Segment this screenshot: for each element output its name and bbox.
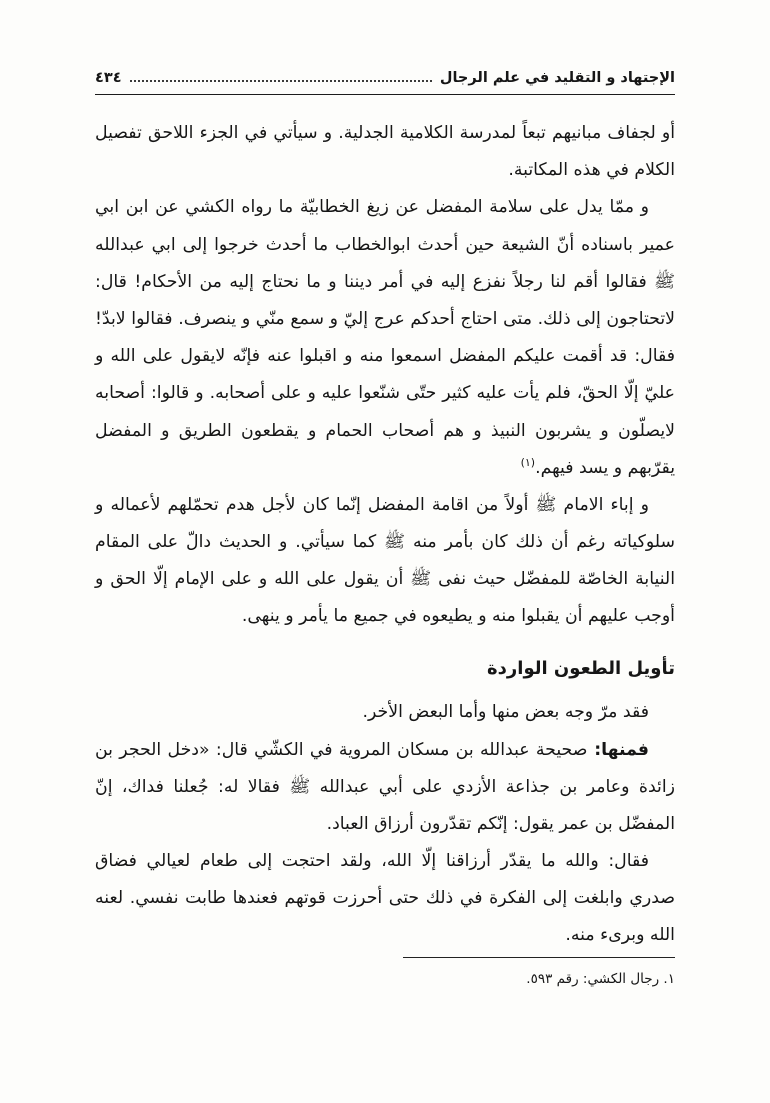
dot-leader [130, 80, 432, 82]
page-foot [95, 957, 675, 1103]
footnote-marker: (١) [520, 455, 536, 469]
paragraph-hadith-text: و ممّا يدل على سلامة المفضل عن زيغ الخطابيّة ما رواه الكشي عن ابن ابي عمير باسناده أنّ الشيعة حين أحدث ابوالخطاب ما أحدث خرجوا إلى ابي عبدالله ﷺ فقالوا أقم لنا رجلاً نفزع إليه في أمر ديننا و ما نحتاج إليه من الأحكام! قال: لاتحتاجون إلى ذلك. متى احتاج أحدكم عرج إليّ و سمع منّي و ينصرف. فقالوا لابدّ! فقال: قد أقمت عليكم المفضل اسمعوا منه و اقبلوا عنه فإنّه لايقول على الله و عليّ إلّا الحقّ، فلم يأت عليه كثير حتّى شنّعوا عليه و على أصحابه. و قالوا: أصحابه لايصلّون و يشربون النبيذ و هم أصحاب الحمام و يقطعون الطريق و المفضل يقرّبهم و يسد فيهم. [95, 197, 675, 478]
page-body [95, 115, 675, 955]
running-title: الإجتهاد و التقليد في علم الرجال [439, 70, 675, 86]
paragraph-menha-text: صحيحة عبدالله بن مسكان المروية في الكشّي قال: «دخل الحجر بن زائدة وعامر بن جذاعة الأزدي على أبي عبدالله ﷺ فقالا له: جُعلنا فداك، إنّ المفضّل بن عمر يقول: إنّكم تقدّرون أرزاق العباد. [95, 739, 675, 834]
header-rule [95, 94, 675, 95]
paragraph-reply: فقال: والله ما يقدّر أرزاقنا إلّا الله، ولقد احتجت إلى طعام لعيالي فضاق صدري وابلغت إلى الفكرة في ذلك حتى أحرزت قوتهم فعندها طابت نفسي. لعنه الله وبرىء منه. [95, 851, 675, 946]
page-number: ٤٣٤ [95, 70, 122, 86]
section-heading: تأويل الطعون الواردة [487, 657, 675, 679]
paragraph-hadith [95, 189, 675, 487]
paragraph-continuation: أو لجفاف مبانيهم تبعاً لمدرسة الكلامية الجدلية. و سيأتي في الجزء اللاحق تفصيل الكلام في هذه المكاتبة. [95, 123, 675, 181]
running-head [95, 70, 675, 86]
footnote-rule [403, 957, 675, 958]
footnote: ١. رجال الكشي: رقم ٥٩٣. [526, 971, 675, 988]
menha-lead: فمنها: [587, 739, 649, 760]
paragraph-intro: فقد مرّ وجه بعض منها وأما البعض الأخر. [362, 702, 649, 723]
paragraph-menha [95, 732, 675, 844]
paragraph-commentary: و إباء الامام ﷺ أولاً من اقامة المفضل إنّما كان لأجل هدم تحمّلهم لأعماله و سلوكياته رغم أن ذلك كان بأمر منه ﷺ كما سيأتي. و الحديث دالّ على المقام النيابة الخاصّة للمفضّل حيث نفى ﷺ أن يقول على الله و على الإمام إلّا الحق و أوجب عليهم أن يقبلوا منه و يطيعوه في جميع ما يأمر و ينهى. [95, 494, 675, 627]
